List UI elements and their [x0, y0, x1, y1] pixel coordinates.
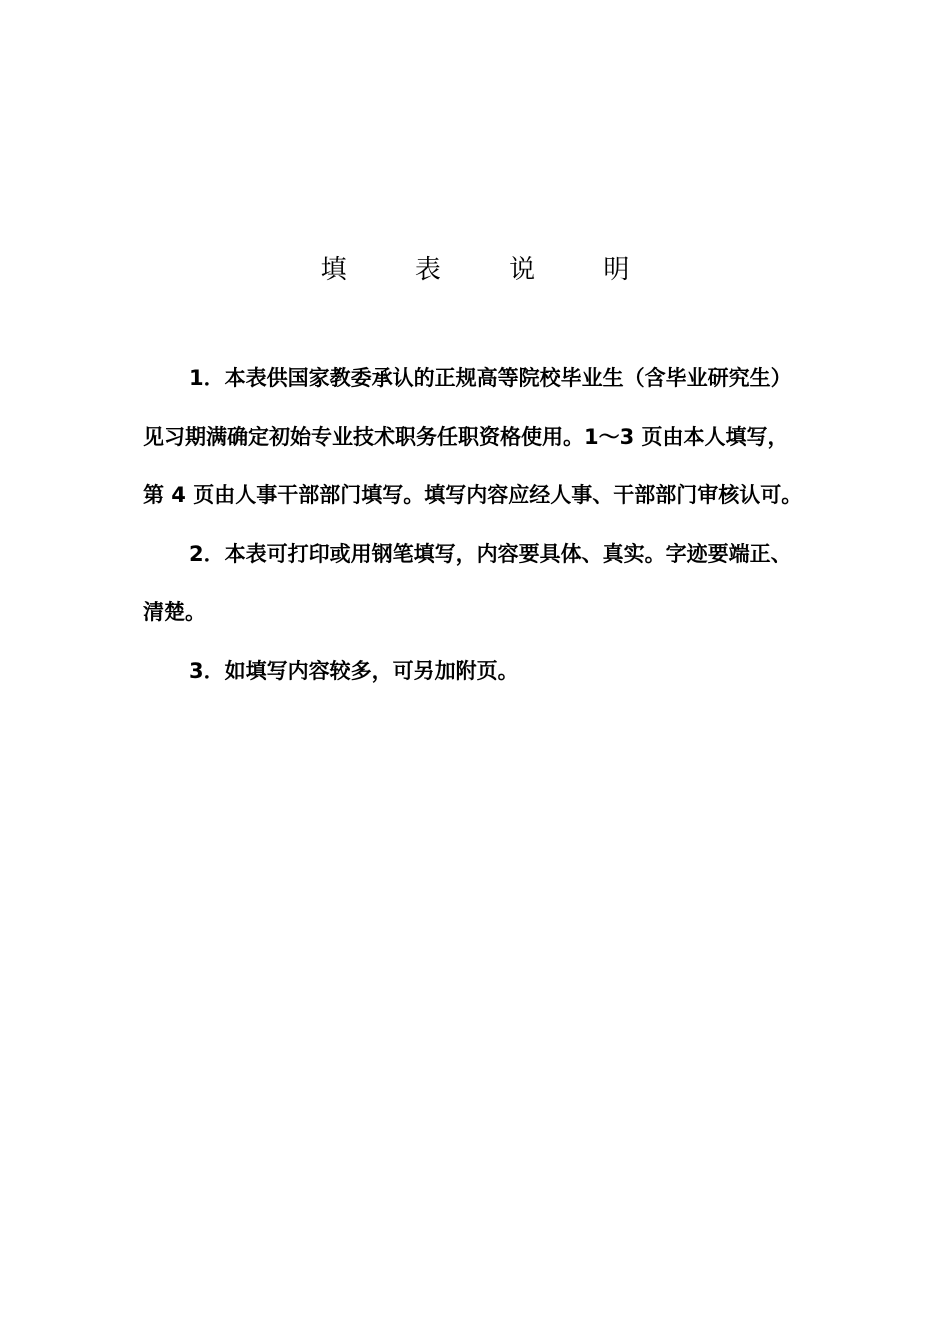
instruction-line: 2．本表可打印或用钢笔填写，内容要具体、真实。字迹要端正、 [189, 541, 792, 566]
instructions-body [143, 349, 815, 700]
instruction-item-1 [143, 349, 815, 525]
page-title: 填 表 说 明 [320, 255, 660, 285]
instruction-item-3 [143, 642, 815, 701]
instruction-line: 1．本表供国家教委承认的正规高等院校毕业生（含毕业研究生） [189, 366, 792, 390]
instruction-item-2 [143, 525, 815, 642]
instruction-line: 见习期满确定初始专业技术职务任职资格使用。1～3 页由本人填写， [143, 424, 789, 449]
instruction-line: 第 4 页由人事干部部门填写。填写内容应经人事、干部部门审核认可。 [143, 483, 803, 507]
instruction-line: 3．如填写内容较多，可另加附页。 [189, 658, 519, 683]
instruction-line: 清楚。 [143, 600, 206, 624]
